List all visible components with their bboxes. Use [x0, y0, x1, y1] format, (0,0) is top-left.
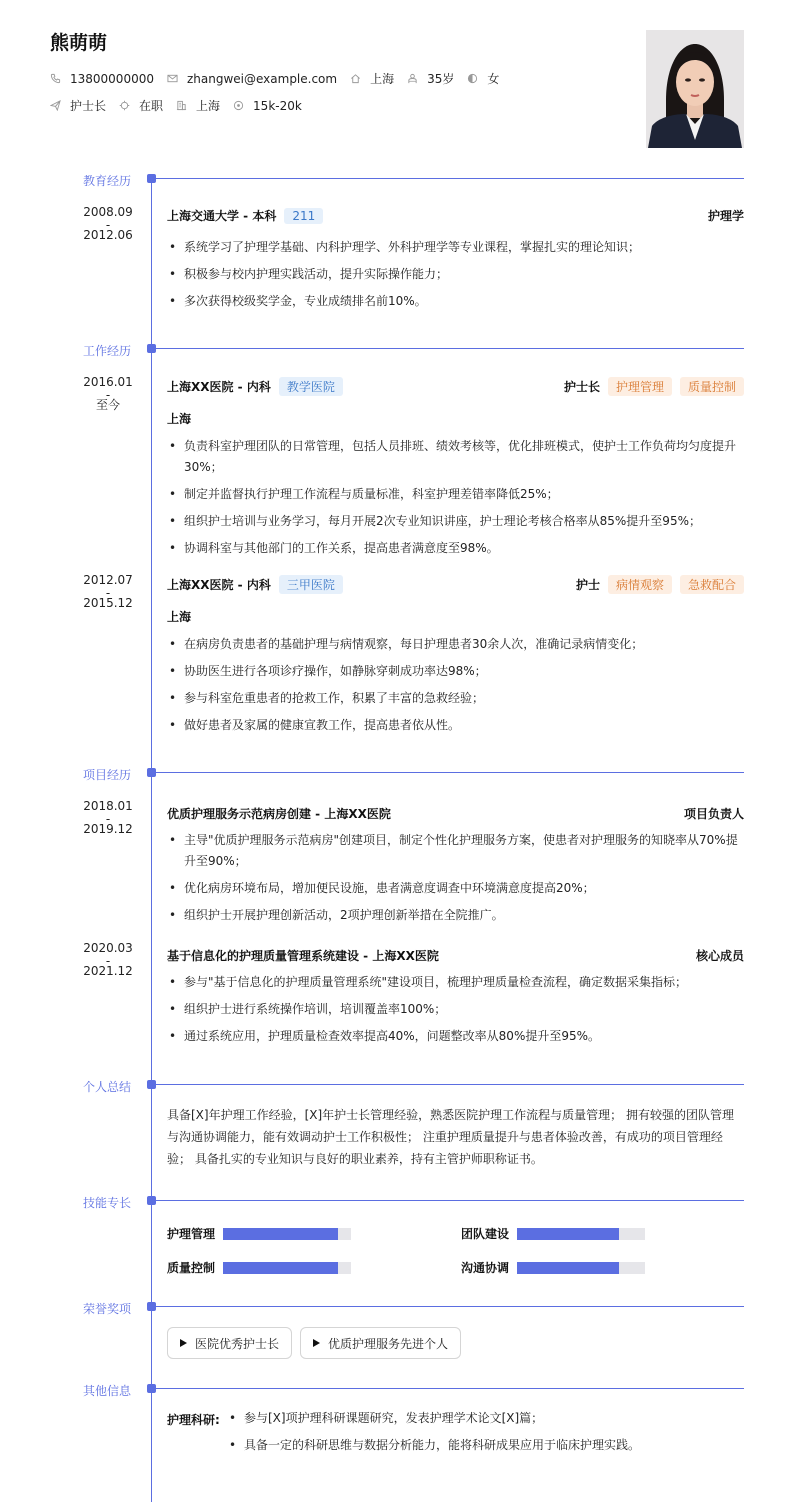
section-divider — [156, 1200, 744, 1201]
project-date: 2020.03 - 2021.12 — [83, 941, 133, 978]
section-divider — [156, 178, 744, 179]
skill-bar-fill — [223, 1262, 338, 1274]
list-item: • 优化病房环境布局，增加便民设施，患者满意度调查中环境满意度提高20%； — [167, 878, 747, 899]
skill-item — [167, 1259, 351, 1276]
send-icon — [50, 100, 61, 111]
work-header — [167, 575, 744, 594]
salary-item — [233, 99, 302, 113]
school-tag: 211 — [284, 208, 323, 224]
profile-photo — [646, 30, 744, 148]
education-date: 2008.09 - 2012.06 — [83, 205, 133, 242]
status-text: 在职 — [139, 99, 164, 113]
work-date: 2012.07 - 2015.12 — [83, 573, 133, 610]
skill-bar — [223, 1228, 351, 1240]
skill-bar-fill — [517, 1228, 619, 1240]
list-item: • 参与"基于信息化的护理质量管理系统"建设项目，梳理护理质量检查流程，确定数据采集指标； — [167, 972, 747, 993]
target-city-item — [176, 97, 220, 114]
city-item — [350, 70, 394, 87]
position-item — [50, 97, 106, 114]
job-intention-row — [50, 97, 315, 114]
position-text: 护士长 — [70, 99, 107, 113]
skill-label: 团队建设 — [461, 1227, 510, 1241]
mail-icon — [167, 73, 178, 84]
skill-label: 质量控制 — [167, 1261, 216, 1275]
section-title-skills: 技能专长 — [83, 1196, 132, 1210]
list-item: • 多次获得校级奖学金，专业成绩排名前10%。 — [167, 291, 747, 312]
work-header — [167, 377, 744, 396]
section-dot — [147, 1196, 156, 1205]
skill-tag: 质量控制 — [680, 377, 744, 396]
list-item: • 组织护士培训与业务学习，每月开展2次专业知识讲座，护士理论考核合格率从85%提升至95%； — [167, 511, 747, 532]
project-bullets — [167, 972, 747, 1053]
gender-item — [467, 70, 499, 87]
section-divider — [156, 1388, 744, 1389]
project-bullets — [167, 830, 747, 932]
company-tag: 三甲医院 — [279, 575, 343, 594]
list-item: • 组织护士进行系统操作培训，培训覆盖率100%； — [167, 999, 747, 1020]
city-text: 上海 — [370, 72, 395, 86]
list-item: • 主导"优质护理服务示范病房"创建项目，制定个性化护理服务方案，使患者对护理服务的知晓率从70%提升至90%； — [167, 830, 747, 872]
work-date: 2016.01 - 至今 — [83, 375, 133, 412]
salary-text: 15k-20k — [253, 98, 302, 113]
gender-text: 女 — [487, 72, 500, 86]
section-dot — [147, 1302, 156, 1311]
section-divider — [156, 1084, 744, 1085]
summary-text: 具备[X]年护理工作经验，[X]年护士长管理经验，熟悉医院护理工作流程与质量管理； 拥有较强的团队管理与沟通协调能力，能有效调动护士工作积极性； 注重护理质量提升与患者体验改善，有成功的项目管理经验； 具备扎实的专业知识与良好的职业素养，持有主管护师职称证书。 — [167, 1108, 734, 1166]
age-item — [407, 70, 454, 87]
skill-item — [167, 1225, 351, 1242]
section-divider — [156, 772, 744, 773]
play-icon — [313, 1339, 320, 1347]
skill-bar — [517, 1228, 645, 1240]
skill-tag: 病情观察 — [608, 575, 672, 594]
section-dot — [147, 768, 156, 777]
skill-bar — [517, 1262, 645, 1274]
skill-tag: 急救配合 — [680, 575, 744, 594]
section-title-other: 其他信息 — [83, 1384, 132, 1398]
home-icon — [350, 73, 361, 84]
award-label: 优质护理服务先进个人 — [328, 1336, 449, 1351]
education-header — [167, 207, 744, 224]
candidate-name: 熊萌萌 — [50, 32, 108, 54]
other-list — [227, 1408, 747, 1462]
list-item: • 参与[X]项护理科研课题研究，发表护理学术论文[X]篇； — [227, 1408, 747, 1429]
work-bullets — [167, 436, 747, 565]
list-item: • 负责科室护理团队的日常管理，包括人员排班、绩效考核等，优化排班模式，使护士工作负荷均匀度提升30%； — [167, 436, 747, 478]
list-item: • 积极参与校内护理实践活动，提升实际操作能力； — [167, 264, 747, 285]
list-item: • 通过系统应用，护理质量检查效率提高40%，问题整改率从80%提升至95%。 — [167, 1026, 747, 1047]
project-name: 基于信息化的护理质量管理系统建设 - 上海XX医院 — [167, 949, 439, 963]
section-divider — [156, 1306, 744, 1307]
section-dot — [147, 1080, 156, 1089]
skill-bar-fill — [517, 1262, 619, 1274]
project-role: 核心成员 — [695, 949, 744, 963]
status-item — [119, 97, 163, 114]
list-item: • 参与科室危重患者的抢救工作，积累了丰富的急救经验； — [167, 688, 747, 709]
list-item: • 具备一定的科研思维与数据分析能力，能将科研成果应用于临床护理实践。 — [227, 1435, 747, 1456]
phone-item — [50, 72, 154, 86]
skill-label: 护理管理 — [167, 1227, 216, 1241]
project-name: 优质护理服务示范病房创建 - 上海XX医院 — [167, 807, 391, 821]
skill-bar-fill — [223, 1228, 338, 1240]
list-item: • 协助医生进行各项诊疗操作，如静脉穿刺成功率达98%； — [167, 661, 747, 682]
gender-icon — [467, 73, 478, 84]
age-text: 35岁 — [427, 72, 455, 86]
other-label: 护理科研: — [167, 1413, 220, 1427]
section-title-honors: 荣誉奖项 — [83, 1302, 132, 1316]
person-icon — [407, 73, 418, 84]
section-title-work: 工作经历 — [83, 344, 132, 358]
work-location: 上海 — [167, 610, 192, 624]
play-icon — [180, 1339, 187, 1347]
list-item: • 系统学习了护理学基础、内科护理学、外科护理学等专业课程，掌握扎实的理论知识； — [167, 237, 747, 258]
email-text: zhangwei@example.com — [186, 71, 338, 86]
work-location: 上海 — [167, 412, 192, 426]
education-bullets — [167, 237, 747, 318]
major: 护理学 — [707, 209, 744, 223]
project-role: 项目负责人 — [683, 807, 744, 821]
list-item: • 在病房负责患者的基础护理与病情观察，每日护理患者30余人次，准确记录病情变化； — [167, 634, 747, 655]
status-icon — [119, 100, 130, 111]
project-header — [167, 947, 744, 964]
section-title-education: 教育经历 — [83, 174, 132, 188]
phone-icon — [50, 73, 61, 84]
target-city-text: 上海 — [196, 99, 221, 113]
money-icon — [233, 100, 244, 111]
email-item — [167, 72, 337, 86]
award-badge — [167, 1327, 292, 1359]
skill-label: 沟通协调 — [461, 1261, 510, 1275]
section-dot — [147, 344, 156, 353]
section-title-summary: 个人总结 — [83, 1080, 132, 1094]
skill-item — [461, 1259, 645, 1276]
list-item: • 制定并监督执行护理工作流程与质量标准，科室护理差错率降低25%； — [167, 484, 747, 505]
company-tag: 教学医院 — [279, 377, 343, 396]
company-name: 上海XX医院 - 内科 — [167, 380, 271, 394]
skill-bar — [223, 1262, 351, 1274]
project-date: 2018.01 - 2019.12 — [83, 799, 133, 836]
school-name: 上海交通大学 - 本科 — [167, 209, 277, 223]
section-dot — [147, 174, 156, 183]
building-icon — [176, 100, 187, 111]
section-dot — [147, 1384, 156, 1393]
job-role: 护士 — [575, 578, 600, 592]
phone-text: 13800000000 — [70, 71, 154, 86]
skill-item — [461, 1225, 645, 1242]
award-label: 医院优秀护士长 — [195, 1336, 280, 1351]
project-header — [167, 805, 744, 822]
contact-row — [50, 70, 512, 87]
list-item: • 组织护士开展护理创新活动，2项护理创新举措在全院推广。 — [167, 905, 747, 926]
award-badge — [300, 1327, 461, 1359]
work-bullets — [167, 634, 747, 742]
company-name: 上海XX医院 - 内科 — [167, 578, 271, 592]
section-divider — [156, 348, 744, 349]
job-role: 护士长 — [563, 380, 600, 394]
list-item: • 做好患者及家属的健康宣教工作，提高患者依从性。 — [167, 715, 747, 736]
list-item: • 协调科室与其他部门的工作关系，提高患者满意度至98%。 — [167, 538, 747, 559]
skill-tag: 护理管理 — [608, 377, 672, 396]
section-title-projects: 项目经历 — [83, 768, 132, 782]
